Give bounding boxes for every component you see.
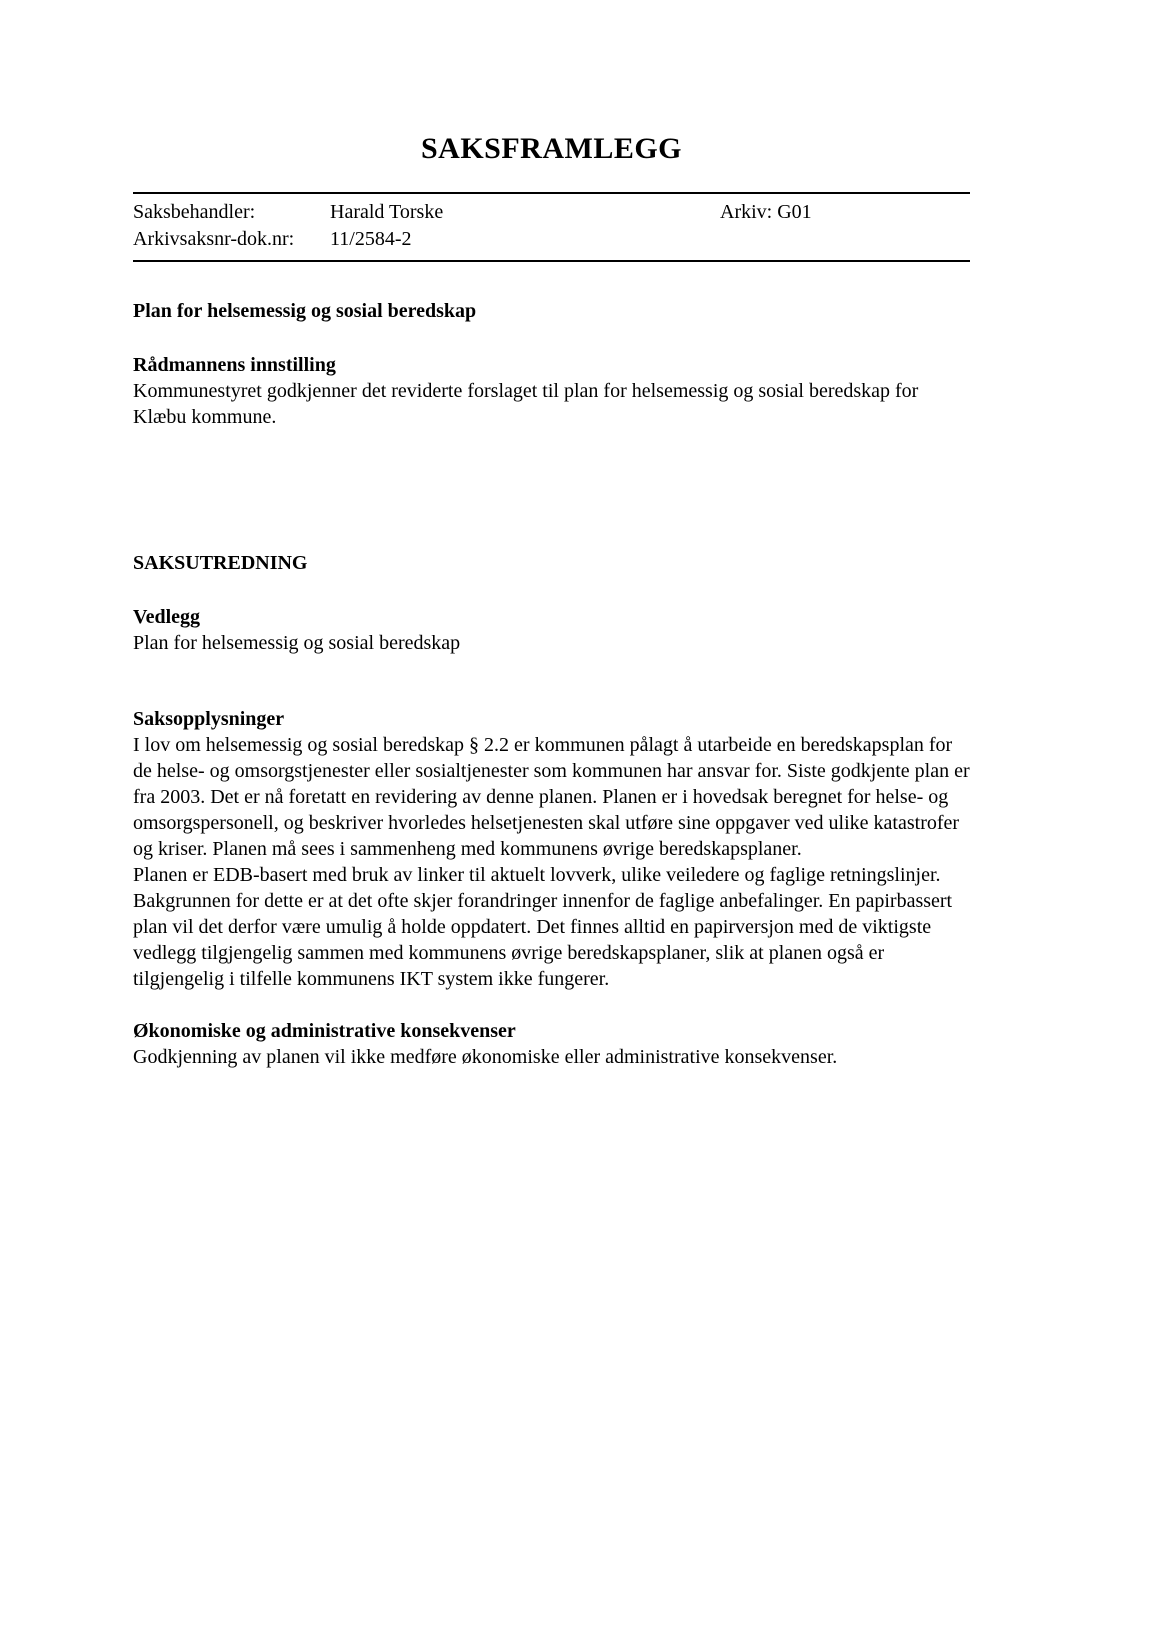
meta-empty-cell <box>720 226 970 253</box>
arkivsaksnr-value: 11/2584-2 <box>330 228 412 250</box>
saksopplysninger-paragraph-2: Planen er EDB-basert med bruk av linker til aktuelt lovverk, ulike veiledere og faglige retningslinjer. Bakgrunnen for dette er at det ofte skjer forandringer innenfor de faglige anbefalinger. En papirbassert plan vil det derfor være umulig å holde oppdatert. Det finnes alltid en papirversjon med de viktigste vedlegg tilgjengelig sammen med kommunens øvrige beredskapsplaner, slik at planen også er tilgjengelig i tilfelle kommunens IKT system ikke fungerer. <box>133 864 953 990</box>
innstilling-body: Kommunestyret godkjenner det reviderte forslaget til plan for helsemessig og sosial beredskap for Klæbu kommune. <box>133 380 919 428</box>
document-title: SAKSFRAMLEGG <box>420 132 683 165</box>
vedlegg-body: Plan for helsemessig og sosial beredskap <box>133 632 461 654</box>
saksutredning-heading: SAKSUTREDNING <box>133 552 308 574</box>
saksopplysninger-paragraph-1: I lov om helsemessig og sosial beredskap § 2.2 er kommunen pålagt å utarbeide en beredskapsplan for de helse- og omsorgstjenester eller sosialtjenester som kommunen har ansvar for. Siste godkjente plan er fra 2003. Det er nå foretatt en revidering av denne planen. Planen er i hovedsak beregnet for helse- og omsorgspersonell, og beskriver hvorledes helsetjenesten skal utføre sine oppgaver ved ulike katastrofer og kriser. Planen må sees i sammenheng med kommunens øvrige beredskapsplaner. <box>133 734 970 860</box>
arkiv-value: Arkiv: G01 <box>720 201 812 223</box>
meta-row-arkivsaksnr <box>133 226 970 253</box>
meta-row-saksbehandler <box>133 199 970 226</box>
konsekvenser-heading: Økonomiske og administrative konsekvenser <box>133 1020 516 1042</box>
innstilling-heading: Rådmannens innstilling <box>133 354 336 376</box>
konsekvenser-body: Godkjenning av planen vil ikke medføre økonomiske eller administrative konsekvenser. <box>133 1046 838 1068</box>
saksbehandler-label: Saksbehandler: <box>133 201 256 223</box>
vedlegg-heading: Vedlegg <box>133 606 201 628</box>
subject-heading: Plan for helsemessig og sosial beredskap <box>133 300 477 322</box>
case-meta-table <box>133 192 970 262</box>
saksbehandler-value: Harald Torske <box>330 201 444 223</box>
saksopplysninger-heading: Saksopplysninger <box>133 708 285 730</box>
arkivsaksnr-label: Arkivsaksnr-dok.nr: <box>133 228 295 250</box>
